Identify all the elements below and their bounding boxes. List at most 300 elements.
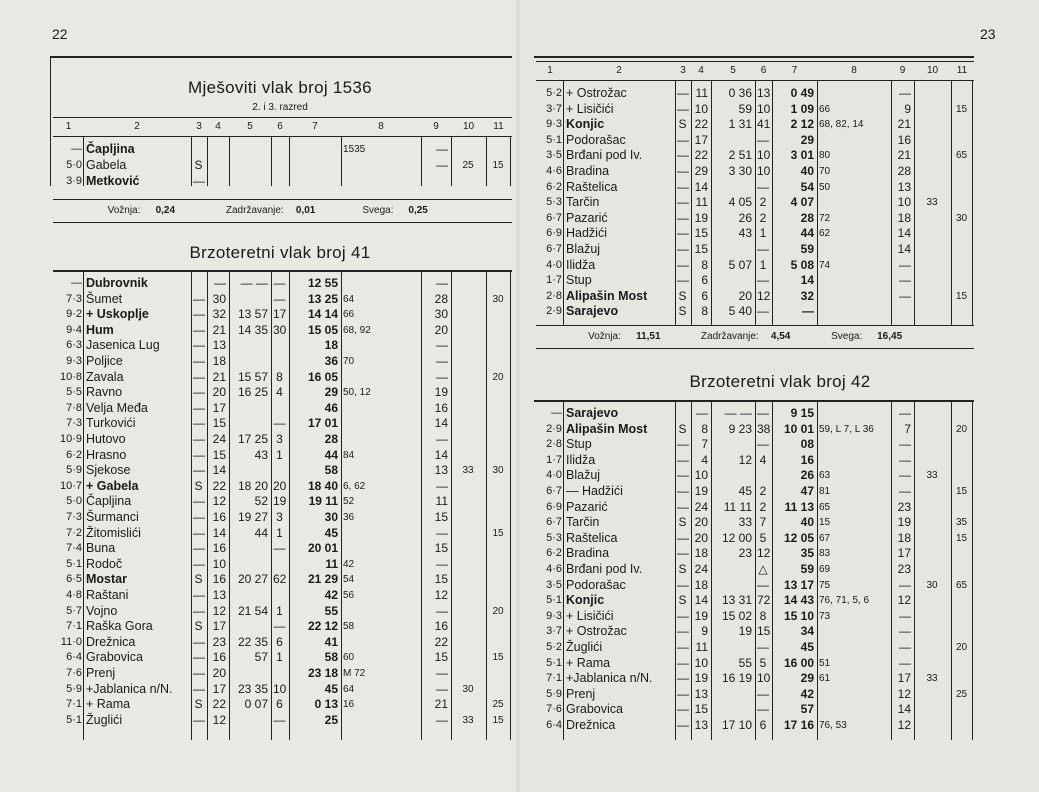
timetable-row <box>520 531 1039 546</box>
crossing-trains: 51 <box>819 657 831 669</box>
departure-time: 08 <box>800 437 814 452</box>
departure-time: 13 17 <box>783 577 814 592</box>
arrival-time: 17 10 <box>721 718 752 732</box>
column-9-value: 21 <box>897 117 911 132</box>
timetable-row <box>520 484 1039 499</box>
dwell-minutes: 20 <box>273 478 287 493</box>
column-header-6: 6 <box>760 65 767 76</box>
column-10-value: 30 <box>462 683 474 695</box>
column-header-8: 8 <box>851 65 857 76</box>
run-minutes: 20 <box>212 385 226 400</box>
station-name: Podorašac <box>566 132 626 147</box>
timetable-row <box>520 593 1039 608</box>
departure-time: 3 01 <box>790 148 814 163</box>
column-9-value: — <box>899 608 911 623</box>
stop-mark: — <box>677 148 689 163</box>
km-distance: 5·1 <box>66 557 82 570</box>
timetable-row <box>0 370 516 385</box>
column-9-value: 21 <box>434 697 448 712</box>
station-name: Drežnica <box>86 634 136 649</box>
km-distance: 6·9 <box>546 500 562 513</box>
departure-time: 59 <box>800 562 814 576</box>
column-9-value: 13 <box>897 179 911 194</box>
crossing-trains: 70 <box>819 166 831 177</box>
stop-mark: — <box>677 179 689 194</box>
dwell-minutes: 10 <box>757 671 771 686</box>
crossing-trains: 56 <box>343 590 355 601</box>
km-distance: 6·7 <box>546 516 562 529</box>
departure-time: 15 10 <box>783 608 814 623</box>
station-name: + Rama <box>86 697 131 712</box>
run-minutes: 7 <box>701 437 708 452</box>
column-9-value: 15 <box>434 510 448 524</box>
km-distance: 2·9 <box>546 305 562 318</box>
stop-mark: — <box>193 338 205 353</box>
km-distance: 7·6 <box>66 667 82 679</box>
arrival-time: 21 54 <box>237 603 268 618</box>
column-11-value: 20 <box>492 371 504 383</box>
stop-mark: — <box>193 447 205 462</box>
column-9-value: — <box>436 369 448 384</box>
departure-time: 21 29 <box>307 572 338 587</box>
departure-time: 4 07 <box>790 195 814 210</box>
crossing-trains: 62 <box>819 228 831 240</box>
station-name: Poljice <box>86 354 123 368</box>
dwell-minutes: — <box>757 273 769 288</box>
dwell-minutes: — <box>757 406 769 420</box>
run-minutes: 10 <box>694 655 708 670</box>
timetable-row <box>0 158 516 173</box>
column-9-value: — <box>899 86 911 100</box>
column-10-value: 33 <box>462 465 474 477</box>
departure-time: 59 <box>800 242 814 256</box>
column-9-value: 20 <box>434 322 448 337</box>
stop-mark: — <box>193 174 205 188</box>
dwell-minutes: 1 <box>276 447 283 462</box>
column-9-value: — <box>899 577 911 592</box>
run-minutes: 13 <box>212 338 226 353</box>
column-9-value: 12 <box>897 593 911 608</box>
km-distance: 6·3 <box>66 339 82 352</box>
departure-time: 34 <box>800 624 814 639</box>
dwell-minutes: 4 <box>276 385 283 400</box>
column-header-5: 5 <box>730 65 736 76</box>
timetable-row <box>520 102 1039 117</box>
stop-mark: — <box>677 655 689 670</box>
run-minutes: 20 <box>212 666 226 680</box>
station-name: Žitomislići <box>86 525 141 540</box>
frame-top-rule <box>50 56 512 58</box>
run-minutes: 32 <box>212 307 226 322</box>
stop-mark: — <box>193 307 205 322</box>
crossing-trains: 65 <box>819 501 831 513</box>
station-name: Grabovica <box>86 650 143 665</box>
section-top-rule <box>534 400 974 402</box>
column-9-value: — <box>436 525 448 540</box>
stop-mark: — <box>677 164 689 178</box>
run-minutes: 22 <box>212 478 226 493</box>
station-name: Tarčin <box>566 515 600 530</box>
station-name: Konjic <box>566 593 605 608</box>
timetable-row <box>520 211 1039 226</box>
section-title: Mješoviti vlak broj 1536 <box>188 78 372 97</box>
column-9-value: 14 <box>897 702 911 717</box>
km-distance: 5·0 <box>66 159 82 171</box>
km-distance: 7·1 <box>546 672 562 685</box>
column-9-value: — <box>436 142 448 156</box>
departure-time: 40 <box>800 164 814 178</box>
stop-mark: — <box>677 608 689 623</box>
crossing-trains: 76, 53 <box>819 720 847 731</box>
stop-mark: S <box>678 117 687 132</box>
arrival-time: 9 23 <box>728 421 752 436</box>
km-distance: 6·4 <box>546 719 562 731</box>
dwell-minutes: — <box>273 291 286 306</box>
station-name: Drežnica <box>566 718 616 732</box>
voznja-label: Vožnja: <box>107 205 141 216</box>
station-name: Alipašin Most <box>566 421 648 436</box>
arrival-time: 3 30 <box>728 164 752 178</box>
column-9-value: — <box>436 712 448 727</box>
timetable-row <box>0 307 516 322</box>
dwell-minutes: — <box>273 712 286 727</box>
column-9-value: 13 <box>434 463 448 478</box>
stop-mark: S <box>194 478 203 493</box>
run-minutes: 14 <box>694 593 708 608</box>
column-header-4: 4 <box>698 65 704 76</box>
column-9-value: 30 <box>434 307 448 322</box>
dwell-minutes: 19 <box>273 494 287 509</box>
dwell-minutes: 62 <box>273 572 287 587</box>
dwell-minutes: — <box>757 179 769 194</box>
timetable-row <box>520 718 1039 733</box>
run-minutes: 11 <box>695 195 708 210</box>
station-name: Prenj <box>566 686 596 701</box>
station-name: Alipašin Most <box>566 288 648 303</box>
departure-time: 42 <box>324 588 338 602</box>
column-header-7: 7 <box>312 121 318 132</box>
timetable-row <box>520 258 1039 273</box>
arrival-time: 13 31 <box>721 593 752 608</box>
crossing-trains: 73 <box>819 610 831 622</box>
crossing-trains: 1535 <box>343 144 366 155</box>
svega-value: 0,25 <box>408 205 428 216</box>
timetable-row <box>0 448 516 463</box>
stop-mark: — <box>193 541 205 556</box>
station-name: Gabela <box>86 158 127 172</box>
crossing-trains: 74 <box>819 259 831 271</box>
station-name: Šumet <box>86 291 123 306</box>
station-name: +Jablanica n/N. <box>566 671 653 686</box>
departure-time: 13 25 <box>307 291 338 306</box>
voznja-value: 0,24 <box>155 205 176 216</box>
stop-mark: — <box>193 463 205 478</box>
station-name: + Rama <box>566 655 611 670</box>
crossing-trains: 66 <box>819 103 831 115</box>
zadrzavanje-label: Zadržavanje: <box>700 331 759 342</box>
station-name: Hrasno <box>86 447 127 462</box>
timetable-row <box>0 697 516 712</box>
column-9-value: — <box>436 432 448 446</box>
timetable-row <box>520 656 1039 671</box>
km-distance: 5·9 <box>66 464 82 477</box>
run-minutes: 22 <box>212 697 226 712</box>
station-name: Vojno <box>86 603 118 618</box>
timetable-row <box>520 687 1039 702</box>
km-distance: 9·3 <box>546 118 562 131</box>
column-header-9: 9 <box>899 65 906 76</box>
km-distance: 4·0 <box>546 258 562 271</box>
run-minutes: 16 <box>212 541 226 556</box>
station-name: Sjekose <box>86 463 131 478</box>
crossing-trains: 42 <box>343 558 355 570</box>
arrival-time: 52 <box>254 494 268 509</box>
dwell-minutes: 6 <box>759 718 767 732</box>
column-11-value: 25 <box>492 699 504 711</box>
arrival-time: 12 <box>738 452 752 467</box>
run-minutes: 19 <box>694 608 708 623</box>
station-name: Raštani <box>86 588 129 602</box>
crossing-trains: 58 <box>343 621 355 633</box>
stop-mark: — <box>193 416 205 431</box>
arrival-time: 13 57 <box>237 307 268 322</box>
station-name: Raštelica <box>566 530 618 545</box>
run-minutes: 20 <box>694 530 708 545</box>
station-name: + Ostrožac <box>566 624 627 639</box>
dwell-minutes: 6 <box>276 697 283 712</box>
crossing-trains: 75 <box>819 579 831 591</box>
column-9-value: 9 <box>904 101 911 116</box>
stop-mark: S <box>678 421 687 436</box>
column-10-value: 33 <box>462 714 474 726</box>
departure-time: 41 <box>324 634 338 649</box>
column-9-value: 17 <box>897 671 911 686</box>
stop-mark: — <box>193 322 205 337</box>
station-name: Metković <box>86 174 140 188</box>
svega-label: Svega: <box>831 331 863 342</box>
station-name: +Jablanica n/N. <box>86 681 173 696</box>
run-minutes: 18 <box>694 577 708 592</box>
departure-time: 9 15 <box>790 406 814 420</box>
column-9-value: 12 <box>897 686 911 701</box>
column-9-value: — <box>436 276 448 290</box>
station-name: Ilidža <box>566 452 596 467</box>
column-header-5: 5 <box>247 121 253 132</box>
timetable-row <box>520 562 1039 577</box>
stop-mark: — <box>193 354 205 368</box>
dwell-minutes: — <box>757 437 769 452</box>
km-distance: 1·7 <box>546 453 562 466</box>
departure-time: 19 11 <box>308 494 338 509</box>
arrival-time: 12 00 <box>721 530 752 545</box>
station-name: Hum <box>86 322 114 337</box>
run-minutes: 14 <box>212 463 226 478</box>
station-name: + Ostrožac <box>566 86 627 100</box>
run-minutes: 15 <box>212 447 226 462</box>
column-9-value: 15 <box>434 572 448 587</box>
departure-time: 30 <box>324 510 338 524</box>
dwell-minutes: 12 <box>757 288 771 303</box>
crossing-trains: 16 <box>343 699 355 711</box>
column-9-value: — <box>436 556 448 571</box>
km-distance: 10·8 <box>59 370 82 383</box>
departure-time: 11 <box>325 556 338 571</box>
dwell-minutes: 15 <box>757 624 771 639</box>
departure-time: 45 <box>324 525 338 540</box>
station-name: Hadžići <box>566 226 607 241</box>
station-name: Sarajevo <box>566 304 619 319</box>
dwell-minutes: 10 <box>757 101 771 116</box>
timetable-row <box>0 510 516 525</box>
km-distance: 6·2 <box>546 547 562 560</box>
crossing-trains: 66 <box>343 309 355 321</box>
arrival-time: 16 19 <box>721 671 752 686</box>
run-minutes: 17 <box>212 681 226 696</box>
timetable-row <box>0 541 516 556</box>
km-distance: 9·2 <box>66 308 82 321</box>
column-9-value: — <box>436 354 448 368</box>
km-distance: 6·4 <box>66 651 82 664</box>
station-name: Prenj <box>86 666 116 680</box>
station-name: Bradina <box>566 546 610 561</box>
station-name: Žuglići <box>86 712 123 727</box>
station-name: Buna <box>86 541 116 556</box>
arrival-time: 43 <box>738 226 752 241</box>
trip-summary <box>536 325 974 349</box>
dwell-minutes: 1 <box>276 650 283 665</box>
km-distance: 10·9 <box>59 433 82 445</box>
km-distance: 5·1 <box>546 656 562 669</box>
run-minutes: 14 <box>694 179 708 194</box>
arrival-time: 20 <box>738 288 752 303</box>
zadrzavanje-label: Zadržavanje: <box>225 205 284 216</box>
crossing-trains: 76, 71, 5, 6 <box>819 595 870 607</box>
stop-mark: — <box>677 577 689 592</box>
timetable-row <box>520 195 1039 210</box>
run-minutes: 10 <box>212 556 226 571</box>
column-9-value: 22 <box>434 634 448 649</box>
column-9-value: 23 <box>897 499 911 514</box>
crossing-trains: 59, L 7, L 36 <box>819 423 874 435</box>
run-minutes: 12 <box>212 712 226 727</box>
timetable-row <box>0 557 516 572</box>
timetable-row <box>0 526 516 541</box>
run-minutes: 18 <box>694 546 708 561</box>
column-9-value: — <box>899 273 911 288</box>
dwell-minutes: 2 <box>759 484 767 498</box>
stop-mark: — <box>193 712 205 727</box>
column-header-row <box>536 61 974 81</box>
station-name: Ilidža <box>566 257 596 272</box>
dwell-minutes: 10 <box>757 164 771 178</box>
zadrzavanje-value: 4,54 <box>770 331 791 342</box>
timetable-row <box>520 180 1039 195</box>
dwell-minutes: 10 <box>757 148 771 163</box>
stop-mark: S <box>678 304 687 319</box>
column-header-6: 6 <box>277 121 283 132</box>
crossing-trains: 61 <box>819 673 831 685</box>
departure-time: 1 09 <box>790 101 814 116</box>
station-name: Sarajevo <box>566 406 619 420</box>
run-minutes: 24 <box>212 432 226 446</box>
km-distance: — <box>71 143 82 155</box>
dwell-minutes: 2 <box>759 210 767 225</box>
timetable-row <box>0 276 516 291</box>
departure-time: 11 13 <box>784 499 814 514</box>
arrival-time: 59 <box>738 101 752 116</box>
timetable-row <box>0 494 516 509</box>
crossing-trains: 64 <box>343 293 355 305</box>
run-minutes: 23 <box>212 634 226 649</box>
column-9-value: 12 <box>434 588 448 602</box>
svega-value: 16,45 <box>877 331 903 342</box>
km-distance: 5·1 <box>66 713 82 726</box>
timetable-row <box>520 304 1039 319</box>
stop-mark: — <box>193 681 205 696</box>
arrival-time: 4 05 <box>728 195 752 210</box>
column-11-value: 15 <box>492 714 504 726</box>
timetable-row <box>520 164 1039 179</box>
stop-mark: — <box>193 510 205 524</box>
departure-time: 40 <box>800 515 814 530</box>
timetable-row <box>520 546 1039 561</box>
column-9-value: 19 <box>897 515 911 530</box>
column-header-11: 11 <box>956 65 968 76</box>
km-distance: 6·2 <box>546 180 562 193</box>
column-9-value: — <box>436 603 448 618</box>
departure-time: 35 <box>800 546 814 561</box>
run-minutes: — <box>214 276 226 290</box>
station-name: Jasenica Lug <box>86 338 160 353</box>
arrival-time: 23 35 <box>237 681 268 696</box>
run-minutes: 24 <box>694 499 708 514</box>
km-distance: 7·3 <box>66 417 82 430</box>
km-distance: 5·0 <box>66 495 82 508</box>
timetable-row <box>520 437 1039 452</box>
stop-mark: S <box>194 158 203 172</box>
run-minutes: 12 <box>212 603 226 618</box>
departure-time: 12 05 <box>783 530 814 545</box>
timetable-row <box>520 148 1039 163</box>
arrival-time: 45 <box>738 484 752 498</box>
run-minutes: 16 <box>212 650 226 665</box>
column-11-value: 65 <box>955 579 968 591</box>
column-9-value: — <box>436 478 448 493</box>
km-distance: 11·0 <box>60 635 82 648</box>
arrival-time: 11 11 <box>723 499 752 514</box>
station-name: Brđani pod Iv. <box>566 562 643 576</box>
column-9-value: 15 <box>434 650 448 665</box>
timetable-row <box>520 702 1039 717</box>
dwell-minutes: — <box>757 577 769 592</box>
run-minutes: 19 <box>694 671 708 686</box>
crossing-trains: 36 <box>343 512 355 523</box>
dwell-minutes: 13 <box>757 86 771 100</box>
right-page <box>520 0 1039 792</box>
run-minutes: 30 <box>212 291 226 306</box>
km-distance: 3·7 <box>546 102 562 115</box>
station-name: Rodoč <box>86 556 123 571</box>
column-9-value: 12 <box>897 718 911 732</box>
departure-time: 42 <box>800 686 814 701</box>
column-11-value: 20 <box>955 423 968 435</box>
departure-time: 10 01 <box>783 421 814 436</box>
crossing-trains: 80 <box>819 150 831 162</box>
timetable-row <box>520 226 1039 241</box>
km-distance: 5·9 <box>546 687 562 700</box>
stop-mark: S <box>678 288 687 303</box>
crossing-trains: 70 <box>343 356 355 367</box>
